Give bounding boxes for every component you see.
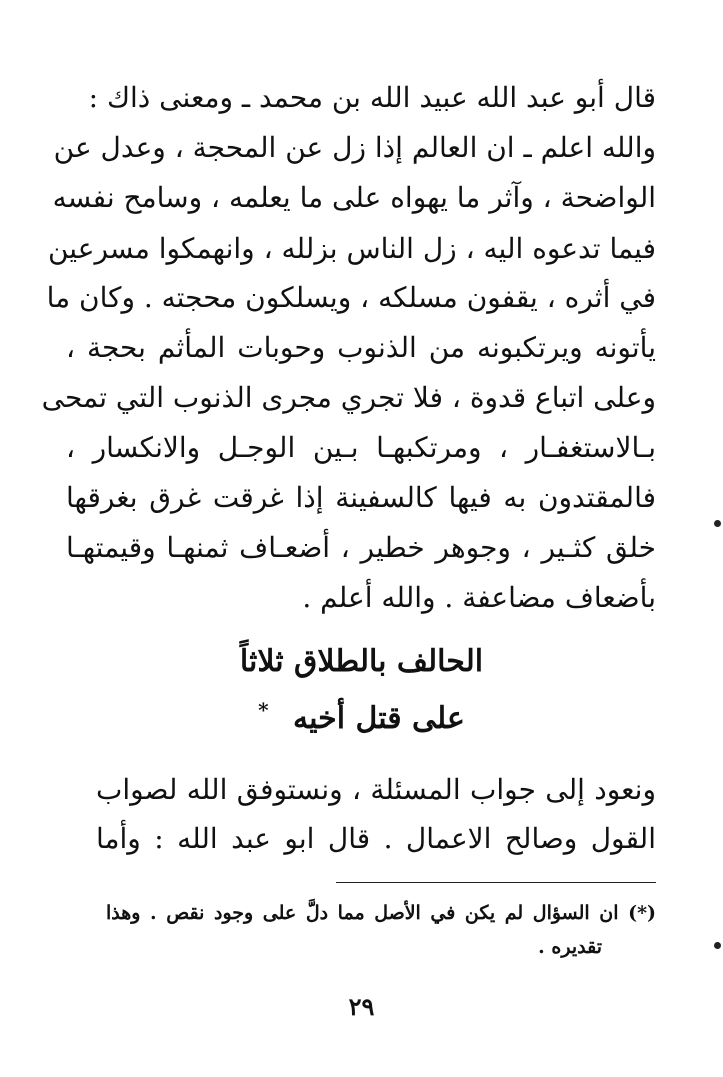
- section-title-text: على قتل أخيه: [293, 701, 465, 736]
- text-line: قال أبو عبد الله عبيد الله بن محمد ـ ومعنى ذاك :: [88, 81, 656, 114]
- footnote-divider: [336, 882, 656, 883]
- binding-mark: [714, 520, 721, 527]
- section-title-line-1: الحالف بالطلاق ثلاثاً: [239, 644, 484, 679]
- text-line: فالمقتدون به فيها كالسفينة إذا غرقت غرق بغرقها: [66, 481, 656, 514]
- section-title-line-2: [0, 688, 723, 741]
- text-line: في أثره ، يقفون مسلكه ، ويسلكون محجته . وكان ما: [46, 281, 656, 314]
- text-line: القول وصالح الاعمال . قال ابو عبد الله : وأما: [96, 822, 656, 855]
- text-line: والله اعلم ـ ان العالم إذا زل عن المحجة ، وعدل عن: [53, 131, 656, 164]
- footnote: [106, 898, 656, 968]
- text-line: الواضحة ، وآثر ما يهواه على ما يعلمه ، وسامح نفسه: [52, 181, 656, 214]
- page-number: ٢٩: [348, 992, 375, 1021]
- footnote-line: (*) ان السؤال لم يكن في الأصل مما دلَّ على وجود نقص . وهذا: [106, 902, 656, 924]
- body-paragraph-2: [96, 770, 656, 860]
- text-line: ونعود إلى جواب المسئلة ، ونستوفق الله لصواب: [96, 773, 656, 806]
- body-paragraph-1: [41, 78, 656, 614]
- text-line: فيما تدعوه اليه ، زل الناس بزلله ، وانهمكوا مسرعين: [47, 232, 656, 265]
- text-line: بـالاستغفـار ، ومرتكبهـا بـين الوجـل والانكسار ،: [66, 431, 656, 464]
- footnote-line: تقديره .: [538, 936, 602, 958]
- text-line: وعلى اتباع قدوة ، فلا تجري مجرى الذنوب التي تمحى: [41, 381, 656, 414]
- binding-mark: [714, 942, 721, 949]
- text-line: بأضعاف مضاعفة . والله أعلم .: [302, 581, 656, 614]
- text-line: خلق كثـير ، وجوهر خطير ، أضعـاف ثمنهـا وقيمتهـا: [66, 531, 656, 564]
- footnote-marker: *: [258, 698, 269, 722]
- text-line: يأتونه ويرتكبونه من الذنوب وحوبات المأثم بحجة ،: [66, 331, 656, 364]
